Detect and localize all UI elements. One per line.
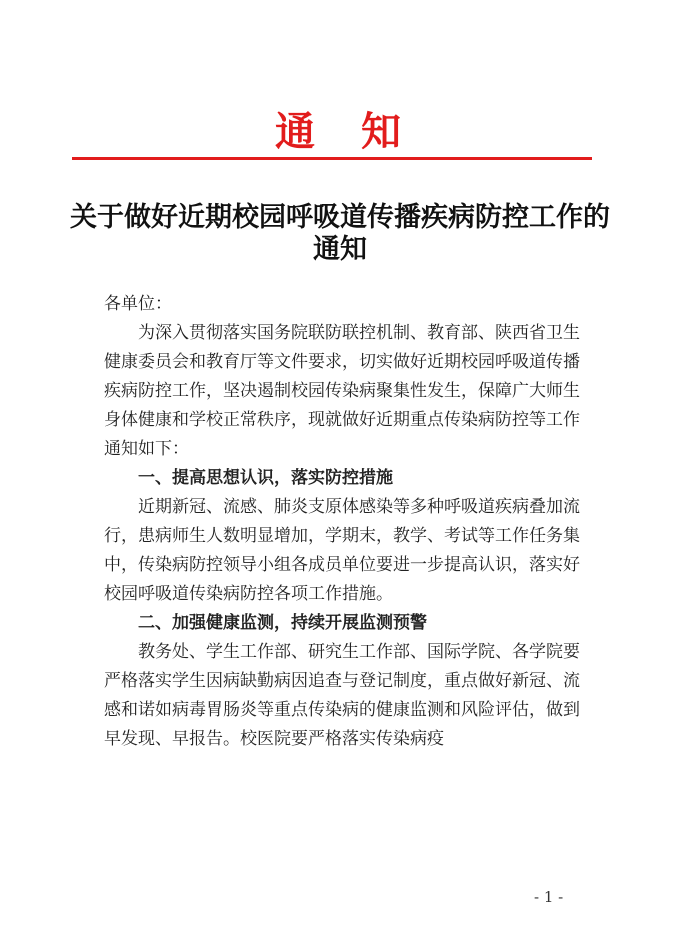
red-divider-rule (72, 157, 592, 160)
document-title: 关于做好近期校园呼吸道传播疾病防控工作的通知 (70, 202, 610, 265)
paragraph-intro: 为深入贯彻落实国务院联防联控机制、教育部、陕西省卫生健康委员会和教育厅等文件要求，切实做好近期校园呼吸道传播疾病防控工作，坚决遏制校园传染病聚集性发生，保障广大师生身体健康和学校正常秩序，现就做好近期重点传染病防控等工作通知如下： (104, 323, 580, 459)
paragraph-section-1: 近期新冠、流感、肺炎支原体感染等多种呼吸道疾病叠加流行，患病师生人数明显增加，学期末，教学、考试等工作任务集中，传染病防控领导小组各成员单位要进一步提高认识，落实好校园呼吸道传染病防控各项工作措施。 (104, 497, 580, 604)
section-heading-1: 一、提高思想认识，落实防控措施 (138, 468, 393, 488)
paragraph-section-2: 教务处、学生工作部、研究生工作部、国际学院、各学院要严格落实学生因病缺勤病因追查与登记制度，重点做好新冠、流感和诺如病毒胃肠炎等重点传染病的健康监测和风险评估，做到早发现、早报告。校医院要严格落实传染病疫 (104, 642, 580, 749)
document-body (104, 290, 580, 754)
section-heading-2: 二、加强健康监测，持续开展监测预警 (138, 613, 427, 633)
salutation: 各单位： (104, 294, 172, 314)
page-number: - 1 - (534, 888, 564, 906)
masthead-title: 通知 (275, 108, 447, 155)
